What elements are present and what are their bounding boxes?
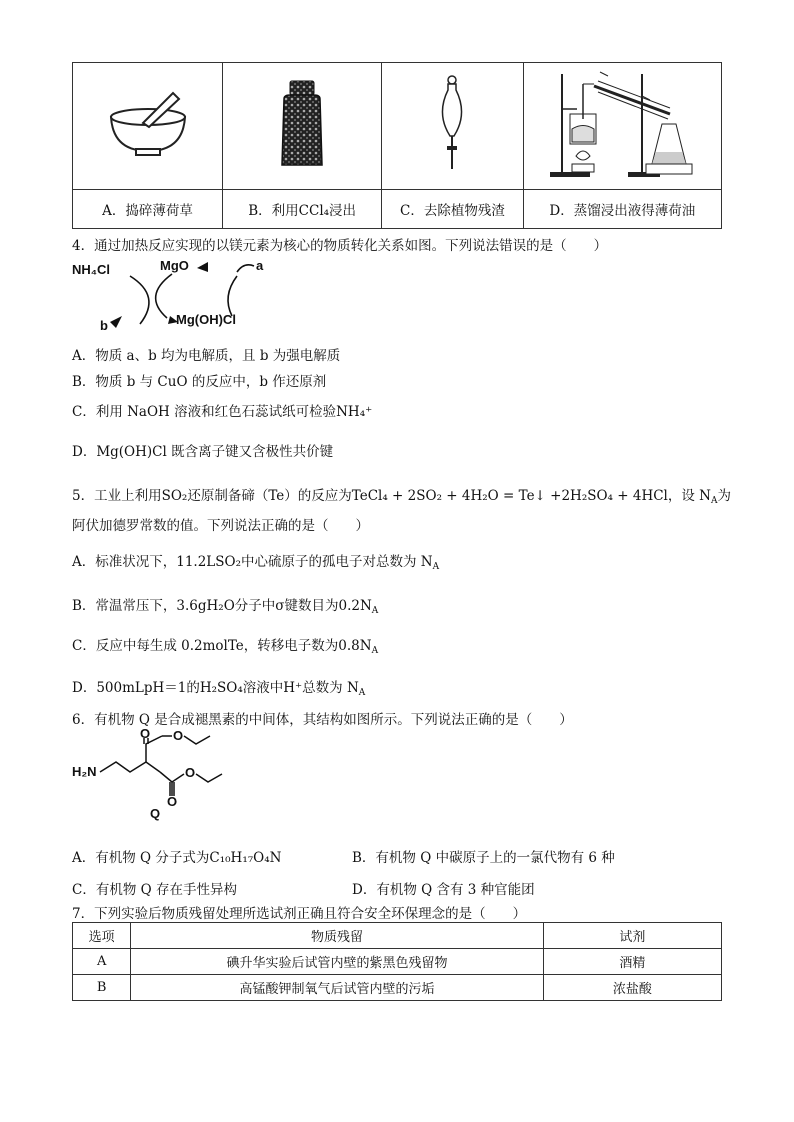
q5-option-d-text: D．500mLpH＝1的H₂SO₄溶液中H⁺总数为 N: [72, 680, 359, 696]
cell-option: B: [73, 975, 131, 1001]
q6-option-b: B．有机物 Q 中碳原子上的一氯代物有 6 种: [352, 850, 615, 866]
q7-table: [72, 922, 722, 1001]
apparatus-table: [72, 62, 722, 229]
cell-option: A: [73, 949, 131, 975]
q6-option-c: C．有机物 Q 存在手性异构: [72, 882, 237, 898]
label-nh4cl: NH₄Cl: [72, 262, 110, 277]
q4-diagram: [72, 256, 302, 336]
q4-option-b: B．物质 b 与 CuO 的反应中，b 作还原剂: [72, 374, 327, 390]
q5-option-b: [72, 594, 378, 616]
h2n-label: H₂N: [72, 764, 97, 779]
q7-stem: 7．下列实验后物质残留处理所选试剂正确且符合安全环保理念的是（ ）: [72, 906, 527, 922]
na-subscript: A: [358, 688, 366, 698]
mortar-cell: [73, 63, 223, 190]
o-label: O: [173, 728, 184, 743]
o-label: O: [185, 765, 196, 780]
caption-d: D．蒸馏浸出液得薄荷油: [523, 190, 721, 229]
distillation-cell: [523, 63, 721, 190]
q6-option-a: A．有机物 Q 分子式为C₁₀H₁₇O₄N: [72, 850, 282, 866]
na-subscript: A: [710, 496, 718, 506]
q5-option-d: [72, 676, 365, 698]
q5-stem-tail: 为: [717, 488, 731, 504]
header-option: 选项: [73, 923, 131, 949]
q6-option-d: D．有机物 Q 含有 3 种官能团: [352, 882, 535, 898]
na-subscript: A: [432, 562, 440, 572]
label-mgo: MgO: [160, 258, 189, 273]
caption-a: A．捣碎薄荷草: [73, 190, 223, 229]
header-residue: 物质残留: [131, 923, 543, 949]
distillation-apparatus-icon: [542, 64, 702, 184]
o-label: O: [167, 794, 178, 809]
table-header-row: [73, 923, 722, 949]
o-label: O: [140, 726, 151, 741]
header-reagent: 试剂: [543, 923, 721, 949]
q5-stem-line1: [72, 484, 731, 506]
separatory-funnel-icon: [432, 74, 472, 174]
cell-reagent: 浓盐酸: [543, 975, 721, 1001]
q4-option-a: A．物质 a、b 均为电解质，且 b 为强电解质: [72, 348, 341, 364]
bottle-cell: [223, 63, 382, 190]
q5-option-c: [72, 634, 378, 656]
q-label: Q: [150, 806, 161, 821]
q5-option-b-text: B．常温常压下，3.6gH₂O分子中σ键数目为0.2N: [72, 598, 372, 614]
label-mgohcl: Mg(OH)Cl: [176, 312, 236, 327]
label-b: b: [100, 318, 108, 333]
caption-b: B．利用CCl₄浸出: [223, 190, 382, 229]
label-a: a: [256, 258, 264, 273]
reagent-bottle-icon: [272, 79, 332, 169]
na-subscript: A: [371, 646, 379, 656]
q5-option-c-text: C．反应中每生成 0.2molTe，转移电子数为0.8N: [72, 638, 372, 654]
cell-residue: 碘升华实验后试管内壁的紫黑色残留物: [131, 949, 543, 975]
q4-stem: 4．通过加热反应实现的以镁元素为核心的物质转化关系如图。下列说法错误的是（ ）: [72, 238, 608, 254]
q5-stem-line2: 阿伏加德罗常数的值。下列说法正确的是（ ）: [72, 518, 369, 534]
mortar-pestle-icon: [103, 89, 193, 159]
q5-option-a: [72, 550, 439, 572]
funnel-cell: [382, 63, 523, 190]
q4-option-d: D．Mg(OH)Cl 既含离子键又含极性共价键: [72, 444, 334, 460]
q6-structure: [72, 726, 242, 832]
table-row: [73, 949, 722, 975]
cell-reagent: 酒精: [543, 949, 721, 975]
q5-option-a-text: A．标准状况下，11.2LSO₂中心硫原子的孤电子对总数为 N: [72, 554, 433, 570]
q6-stem: 6．有机物 Q 是合成褪黑素的中间体，其结构如图所示。下列说法正确的是（ ）: [72, 712, 573, 728]
na-subscript: A: [371, 606, 379, 616]
caption-c: C．去除植物残渣: [382, 190, 523, 229]
q4-option-c: C．利用 NaOH 溶液和红色石蕊试纸可检验NH₄⁺: [72, 404, 373, 420]
q5-stem-text: 5．工业上利用SO₂还原制备碲（Te）的反应为TeCl₄ + 2SO₂ + 4H₂O = Te↓ +2H₂SO₄ + 4HCl，设 N: [72, 488, 711, 504]
table-row: [73, 975, 722, 1001]
cell-residue: 高锰酸钾制氧气后试管内壁的污垢: [131, 975, 543, 1001]
